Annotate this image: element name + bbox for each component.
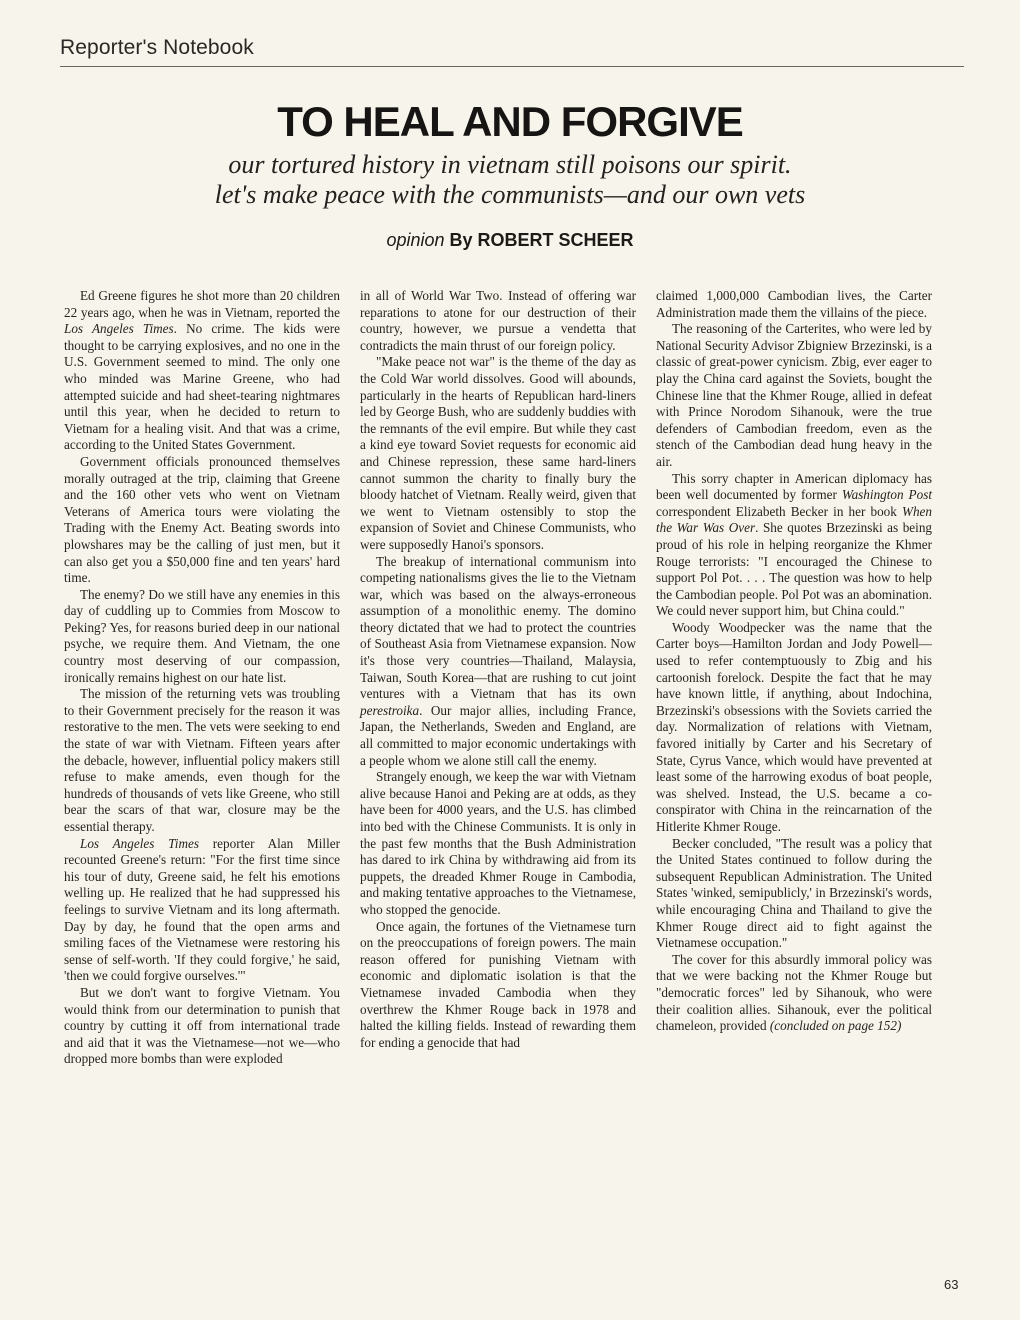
paragraph: The reasoning of the Carterites, who were led by National Security Advisor Zbigniew Brzezinski, is a classic of great-power cynicism. Zbig, ever eager to play the China card against the Soviets, bought the Chinese line that the Khmer Rouge, allied in defeat with Prince Norodom Sihanouk, were the true defenders of Cambodian freedom, even as the stench of the Cambodian dead hung heavy in the air. <box>656 321 932 469</box>
deck <box>0 150 1020 210</box>
publication-name: Los Angeles Times <box>64 321 174 337</box>
paragraph: The breakup of international communism into competing nationalisms gives the lie to the Vietnam war, which was based on the always-erroneous assumption of a monolithic enemy. The domino theory dictated that we had to protect the countries of Southeast Asia from Vietnamese expansion. Now it's those very countries—Thailand, Malaysia, Taiwan, South Korea—that are rushing to cut joint ventures with a Vietnam that has its own perestroika. Our major allies, including France, Japan, the Netherlands, Sweden and England, are all committed to major economic undertakings with a people whom we alone still call the enemy. <box>360 553 636 768</box>
paragraph: in all of World War Two. Instead of offering war reparations to atone for our destruction of their country, however, we pursue a vendetta that contradicts the main thrust of our foreign policy. <box>360 288 636 353</box>
article-column-3 <box>656 288 932 1035</box>
paragraph: "Make peace not war" is the theme of the day as the Cold War world dissolves. Good will abounds, particularly in the hearts of Republican hard-liners led by George Bush, who are suddenly buddies with the remnants of the evil empire. But while they cast a kind eye toward Soviet requests for economic aid and Chinese repression, these same hard-liners cannot summon the charity to finally bury the bloody hatchet of Vietnam. Really weird, given that we went to Vietnam ostensibly to stop the expansion of Soviet and Chinese Communists, who were supposedly Hanoi's sponsors. <box>360 354 636 552</box>
paragraph: Once again, the fortunes of the Vietnamese turn on the preoccupations of foreign powers. The main reason offered for punishing Vietnam with economic and diplomatic isolation is that the Vietnamese invaded Cambodia when they overthrew the Khmer Rouge back in 1978 and halted the killing fields. Instead of rewarding them for ending a genocide that had <box>360 918 636 1050</box>
byline-kicker: opinion <box>386 230 445 250</box>
byline-author: By ROBERT SCHEER <box>449 230 634 250</box>
page-number: 63 <box>944 1277 959 1292</box>
byline <box>0 230 1020 251</box>
book-title: When the War Was Over <box>656 503 932 536</box>
paragraph: Ed Greene figures he shot more than 20 children 22 years ago, when he was in Vietnam, reported the Los Angeles Times. No crime. The kids were thought to be carrying explosives, and no one in the U.S. Government seemed to mind. The only one who minded was Marine Greene, who had attempted suicide and had sheet-tearing nightmares until this year, when he decided to return to Vietnam for a healing visit. And that was a crime, according to the United States Government. <box>64 288 340 453</box>
paragraph: Strangely enough, we keep the war with Vietnam alive because Hanoi and Peking are at odds, as they have been for 4000 years, and the U.S. has climbed into bed with the Chinese Communists. It is only in the past few months that the Bush Administration has dared to irk China by withdrawing aid from its puppets, the dreaded Khmer Rouge in Cambodia, and making tentative approaches to the Vietnamese, who stopped the genocide. <box>360 769 636 917</box>
paragraph: But we don't want to forgive Vietnam. You would think from our determination to punish that country by cutting it off from international trade and aid that it was the Vietnamese—not we—who dropped more bombs than were exploded <box>64 984 340 1067</box>
paragraph: Government officials pronounced themselves morally outraged at the trip, claiming that Greene and the 160 other vets who went on Vietnam Veterans of America tours were violating the Trading with the Enemy Act. Beating swords into plowshares may be the calling of just men, but it can also get you a $50,000 fine and ten years' hard time. <box>64 453 340 586</box>
section-label: Reporter's Notebook <box>60 36 254 59</box>
paragraph: Becker concluded, "The result was a policy that the United States continued to follow during the subsequent Republican Administration. The United States 'winked, semipublicly,' in Brzezinski's words, while encouraging China and Thailand to give the Khmer Rouge direct aid to fight against the Vietnamese occupation." <box>656 835 932 951</box>
paragraph: Woody Woodpecker was the name that the Carter boys—Hamilton Jordan and Jody Powell—used to refer contemptuously to Zbig and his cartoonish forelock. Despite the fact that he may have known little, if anything, about Indochina, Brzezinski's obsessions with the Soviets carried the day. Normalization of relations with Vietnam, favored initially by Carter and his Secretary of State, Cyrus Vance, which would have prevented at least some of the harrowing exodus of boat people, was shelved. Instead, the U.S. became a co-conspirator with China in the reincarnation of the Hitlerite Khmer Rouge. <box>656 619 932 834</box>
deck-line-1: our tortured history in vietnam still poisons our spirit. <box>228 150 792 179</box>
deck-line-2: let's make peace with the communists—and our own vets <box>214 180 806 209</box>
paragraph: The cover for this absurdly immoral policy was that we were backing not the Khmer Rouge but "democratic forces" led by Sihanouk, who were their coalition allies. Sihanouk, ever the political chameleon, provided (concluded on page 152) <box>656 951 932 1034</box>
headline: TO HEAL AND FORGIVE <box>277 98 743 145</box>
continuation-note: (concluded on page 152) <box>769 1018 902 1034</box>
paragraph: Los Angeles Times reporter Alan Miller recounted Greene's return: "For the first time since his tour of duty, Greene said, he felt his emotions welling up. He realized that he had suppressed his feelings to survive Vietnam and its long aftermath. Day by day, he found that the open arms and smiling faces of the Vietnamese were restoring his sense of self-worth. 'If they could forgive,' he said, 'then we could forgive ourselves.'" <box>64 835 340 984</box>
article-column-1 <box>64 288 340 1068</box>
paragraph: This sorry chapter in American diplomacy has been well documented by former Washington Post correspondent Elizabeth Becker in her book When the War Was Over. She quotes Brzezinski as being proud of his role in helping reorganize the Khmer Rouge terrorists: "I encouraged the Chinese to support Pol Pot. . . . The question was how to help the Cambodian people. Pol Pot was an abomination. We could never support him, but China could." <box>656 470 933 619</box>
paragraph: The enemy? Do we still have any enemies in this day of cuddling up to Commies from Moscow to Peking? Yes, for reasons buried deep in our national psyche, we require them. And Vietnam, the one country most deserving of our compassion, ironically remains highest on our hate list. <box>64 586 340 685</box>
publication-name: Los Angeles Times <box>80 835 199 851</box>
paragraph: claimed 1,000,000 Cambodian lives, the Carter Administration made them the villains of the piece. <box>656 288 932 320</box>
article-column-2 <box>360 288 636 1051</box>
foreign-term: perestroika <box>360 702 420 718</box>
paragraph: The mission of the returning vets was troubling to their Government precisely for the reason it was restorative to the men. The vets were seeking to end the state of war with Vietnam. Fifteen years after the debacle, however, influential policy makers still refuse to make amends, even though for the hundreds of thousands of vets like Greene, who still bear the scars of that war, closure may be the essential therapy. <box>64 686 340 834</box>
publication-name: Washington Post <box>841 487 932 503</box>
section-rule <box>60 66 964 67</box>
